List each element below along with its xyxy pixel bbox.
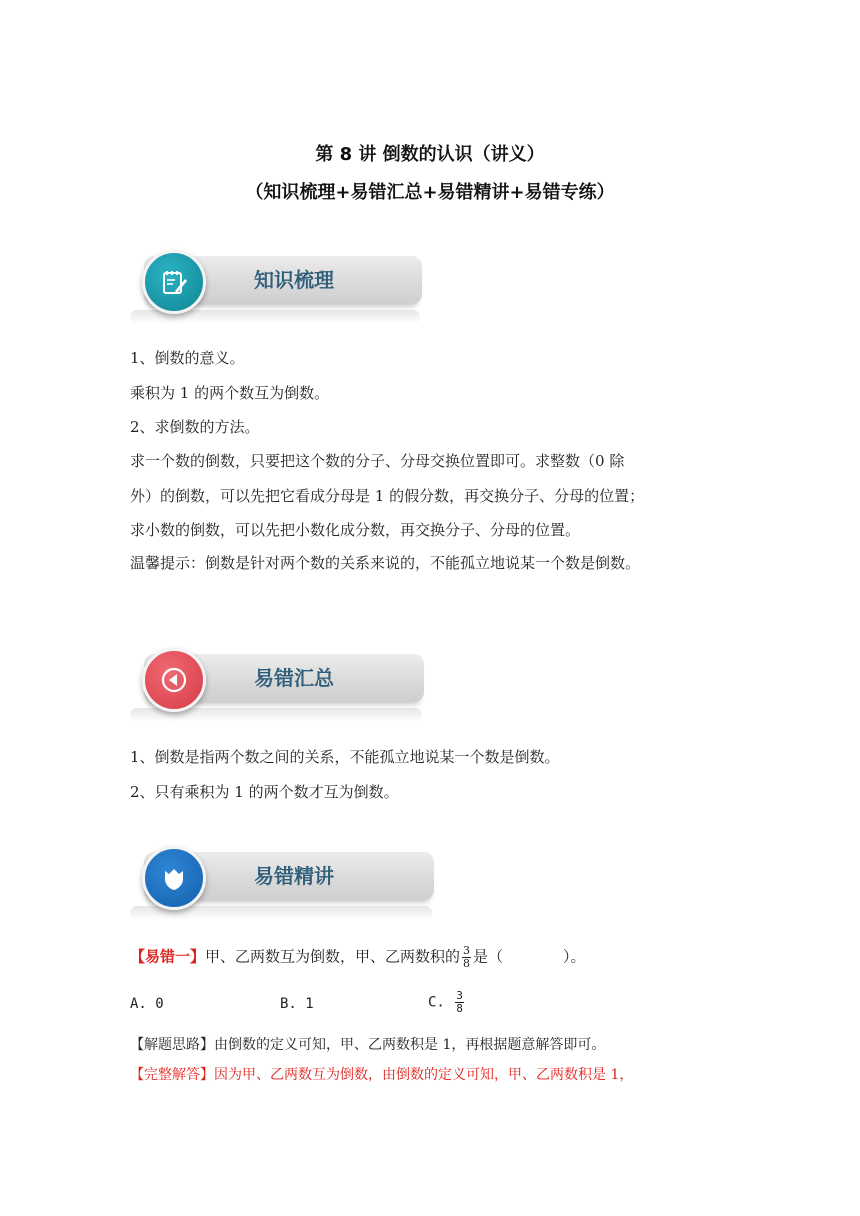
page-title: 第 8 讲 倒数的认识（讲义） [315,144,545,165]
section-heading: 知识梳理 [254,268,334,292]
fraction: $\frac{3}{8}$ [463,944,471,970]
answer-text: 因为甲、乙两数互为倒数，由倒数的定义可知，甲、乙两数积是 1， [214,1067,634,1083]
page-subtitle: （知识梳理+易错汇总+易错精讲+易错专练） [245,182,615,203]
answer-tag: 【完整解答】 [130,1067,214,1083]
notepad-pen-icon [142,250,206,314]
hint-text: 由倒数的定义可知，甲、乙两数积是 1，再根据题意解答即可。 [214,1037,606,1053]
option-a: A. 0 [130,996,164,1012]
section-heading: 易错精讲 [254,864,334,888]
question-line [130,945,586,970]
option-b: B. 1 [280,996,314,1012]
option-c: C. $\frac{3}{8}$ [428,989,463,1015]
question-tag: 【易错一】 [130,947,206,966]
section-banner-explain [130,846,435,922]
answer-line [130,1064,633,1084]
knowledge-line: 外）的倒数，可以先把它看成分母是 1 的假分数，再交换分子、分母的位置； [130,487,645,505]
shield-crown-icon [142,846,206,910]
question-text: 甲、乙两数互为倒数，甲、乙两数积的 [205,947,461,966]
knowledge-line: 乘积为 1 的两个数互为倒数。 [130,384,330,402]
hint-line [130,1034,605,1054]
summary-line: 1、倒数是指两个数之间的关系，不能孤立地说某一个数是倒数。 [130,748,560,766]
knowledge-line: 温馨提示：倒数是针对两个数的关系来说的，不能孤立地说某一个数是倒数。 [130,554,641,572]
summary-line: 2、只有乘积为 1 的两个数才互为倒数。 [130,783,399,801]
play-left-icon [142,648,206,712]
knowledge-line: 求小数的倒数，可以先把小数化成分数，再交换分子、分母的位置。 [130,521,581,539]
knowledge-line: 求一个数的倒数，只要把这个数的分子、分母交换位置即可。求整数（0 除 [130,452,625,470]
section-heading: 易错汇总 [254,666,334,690]
hint-tag: 【解题思路】 [130,1037,214,1053]
knowledge-line: 2、求倒数的方法。 [130,418,260,436]
fraction: $\frac{3}{8}$ [456,989,463,1015]
section-banner-summary [130,648,425,724]
section-banner-knowledge [130,250,425,326]
knowledge-line: 1、倒数的意义。 [130,349,245,367]
question-text-after: 是（ ）。 [473,947,586,966]
